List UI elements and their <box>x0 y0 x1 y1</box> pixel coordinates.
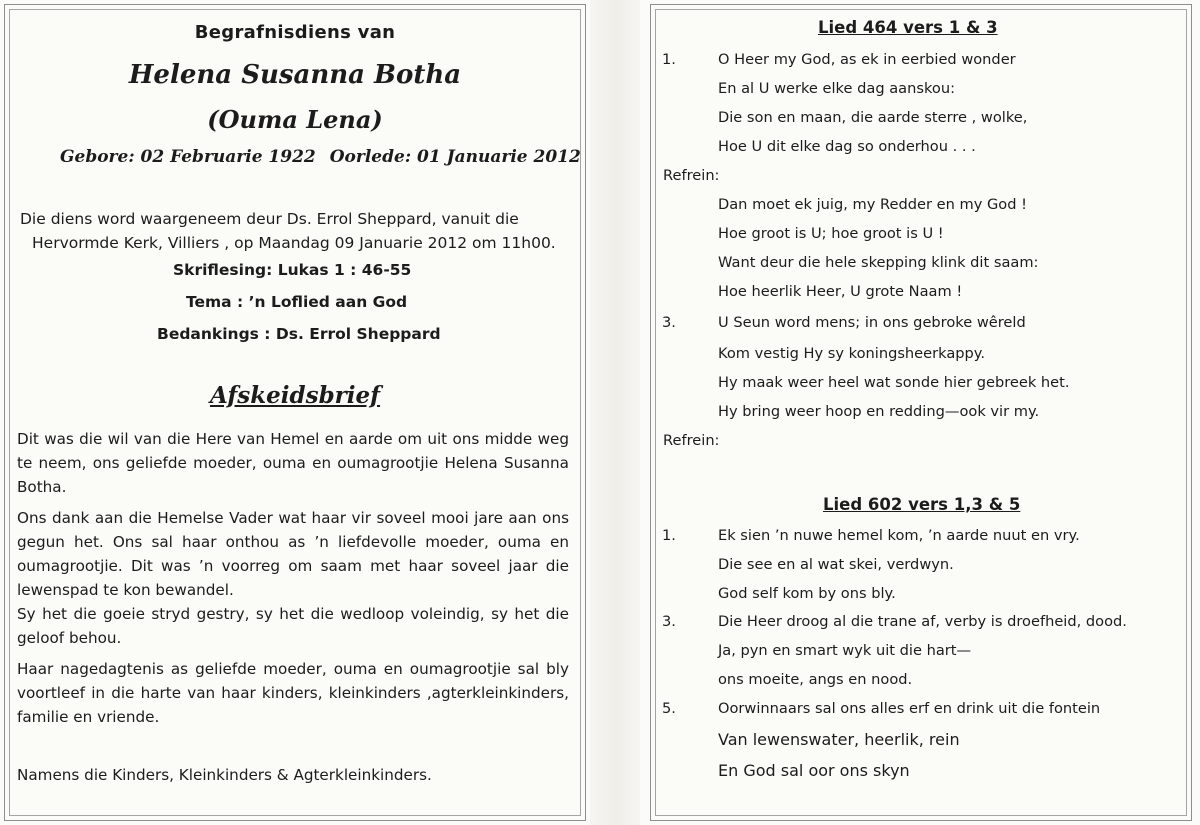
hymn-line: Ek sien ’n nuwe hemel kom, ’n aarde nuut en vry. <box>718 527 1080 544</box>
refrain-label: Refrein: <box>663 167 720 184</box>
hymn-line: Hy maak weer heel wat sonde hier gebreek het. <box>718 374 1070 391</box>
letter-paragraph: Haar nagedagtenis as geliefde moeder, ouma en oumagrootjie sal bly voortleef in die harte van haar kinders, kleinkinders ,agterkleinkinders, familie en vriende. <box>17 660 569 726</box>
hymn-line: O Heer my God, as ek in eerbied wonder <box>718 51 1016 68</box>
letter-paragraph: Dit was die wil van die Here van Hemel en aarde om uit ons midde weg te neem, ons geliefde moeder, ouma en oumagrootjie Helena Susanna Botha. <box>17 430 569 496</box>
letter-paragraph: Sy het die goeie stryd gestry, sy het die wedloop voleindig, sy het die geloof behou. <box>17 605 569 647</box>
verse-number: 1. <box>662 527 676 544</box>
verse-number: 1. <box>662 51 676 68</box>
verse-number: 5. <box>662 700 676 717</box>
hymn-line: En al U werke elke dag aanskou: <box>718 80 955 97</box>
verse-number: 3. <box>662 613 676 630</box>
service-line-1: Die diens word waargeneem deur Ds. Errol Sheppard, vanuit die <box>20 210 519 228</box>
service-heading: Begrafnisdiens van <box>194 22 396 43</box>
hymn-2-title: Lied 602 vers 1,3 & 5 <box>823 495 1021 514</box>
hymn-line: Van lewenswater, heerlik, rein <box>718 730 960 749</box>
service-line-2: Hervormde Kerk, Villiers , op Maandag 09 Januarie 2012 om 11h00. <box>32 234 556 252</box>
deceased-nickname: (Ouma Lena) <box>207 105 383 134</box>
farewell-letter-title: Afskeidsbrief <box>209 382 381 409</box>
verse-number: 3. <box>662 314 676 331</box>
hymn-line: Hoe U dit elke dag so onderhou . . . <box>718 138 976 155</box>
hymn-1-title: Lied 464 vers 1 & 3 <box>818 18 998 37</box>
death-date: Oorlede: 01 Januarie 2012 <box>329 147 581 167</box>
hymn-line: U Seun word mens; in ons gebroke wêreld <box>718 314 1026 331</box>
hymn-line: Hy bring weer hoop en redding—ook vir my. <box>718 403 1040 420</box>
hymn-line: ons moeite, angs en nood. <box>718 671 913 688</box>
life-dates <box>60 147 581 167</box>
scripture-reading: Skriflesing: Lukas 1 : 46-55 <box>173 261 412 279</box>
left-page <box>0 0 590 825</box>
refrain-label: Refrein: <box>663 432 720 449</box>
thanks-line: Bedankings : Ds. Errol Sheppard <box>157 325 441 343</box>
letter-paragraph: Ons dank aan die Hemelse Vader wat haar vir soveel mooi jare aan ons gegun het. Ons sal haar onthou as ’n liefdevolle moeder, ouma en oumagrootjie. Dit was ’n voorreg om saam met haar soveel jaar die lewenspad te kon bewandel. <box>17 509 569 599</box>
hymn-line: En God sal oor ons skyn <box>718 761 910 780</box>
hymn-line: Dan moet ek juig, my Redder en my God ! <box>718 196 1027 213</box>
hymn-line: Die Heer droog al die trane af, verby is droefheid, dood. <box>718 613 1127 630</box>
hymn-line: Oorwinnaars sal ons alles erf en drink uit die fontein <box>718 700 1101 717</box>
family-signoff: Namens die Kinders, Kleinkinders & Agterkleinkinders. <box>17 766 432 784</box>
hymn-line: Hoe groot is U; hoe groot is U ! <box>718 225 944 242</box>
hymn-line: God self kom by ons bly. <box>718 585 896 602</box>
page-gutter <box>590 0 640 825</box>
hymn-line: Ja, pyn en smart wyk uit die hart— <box>718 642 972 659</box>
hymn-line: Kom vestig Hy sy koningsheerkappy. <box>718 345 985 362</box>
deceased-name: Helena Susanna Botha <box>128 60 462 90</box>
service-details <box>20 207 580 255</box>
hymn-line: Want deur die hele skepping klink dit saam: <box>718 254 1039 271</box>
birth-date: Gebore: 02 Februarie 1922 <box>60 147 316 167</box>
hymn-line: Hoe heerlik Heer, U grote Naam ! <box>718 283 963 300</box>
hymn-line: Die son en maan, die aarde sterre , wolke, <box>718 109 1028 126</box>
hymn-line: Die see en al wat skei, verdwyn. <box>718 556 954 573</box>
sermon-theme: Tema : ’n Loflied aan God <box>186 293 408 311</box>
